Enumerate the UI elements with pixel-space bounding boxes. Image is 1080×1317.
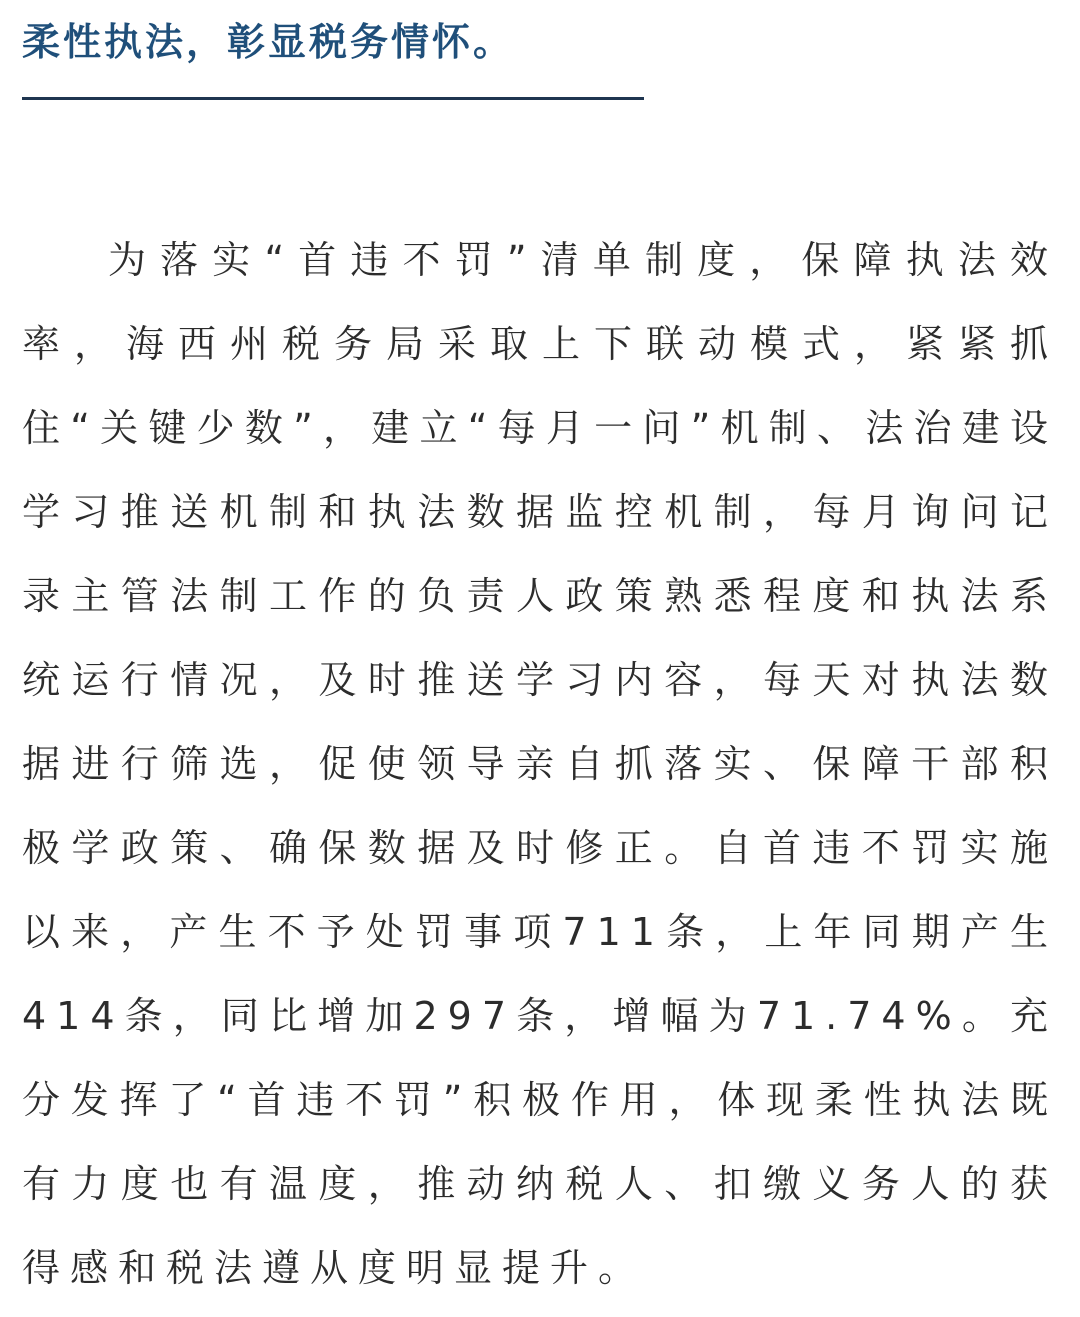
- heading-underline-divider: [22, 97, 644, 100]
- article-paragraph: 为落实“首违不罚”清单制度，保障执法效率，海西州税务局采取上下联动模式，紧紧抓住“关键少数”，建立“每月一问”机制、法治建设学习推送机制和执法数据监控机制，每月询问记录主管法制工作的负责人政策熟悉程度和执法系统运行情况，及时推送学习内容，每天对执法数据进行筛选，促使领导亲自抓落实、保障干部积极学政策、确保数据及时修正。自首违不罚实施以来，产生不予处罚事项711条，上年同期产生414条，同比增加297条，增幅为71.74%。充分发挥了“首违不罚”积极作用，体现柔性执法既有力度也有温度，推动纳税人、扣缴义务人的获得感和税法遵从度明显提升。: [22, 238, 1058, 1290]
- section-heading: 柔性执法，彰显税务情怀。: [22, 20, 515, 64]
